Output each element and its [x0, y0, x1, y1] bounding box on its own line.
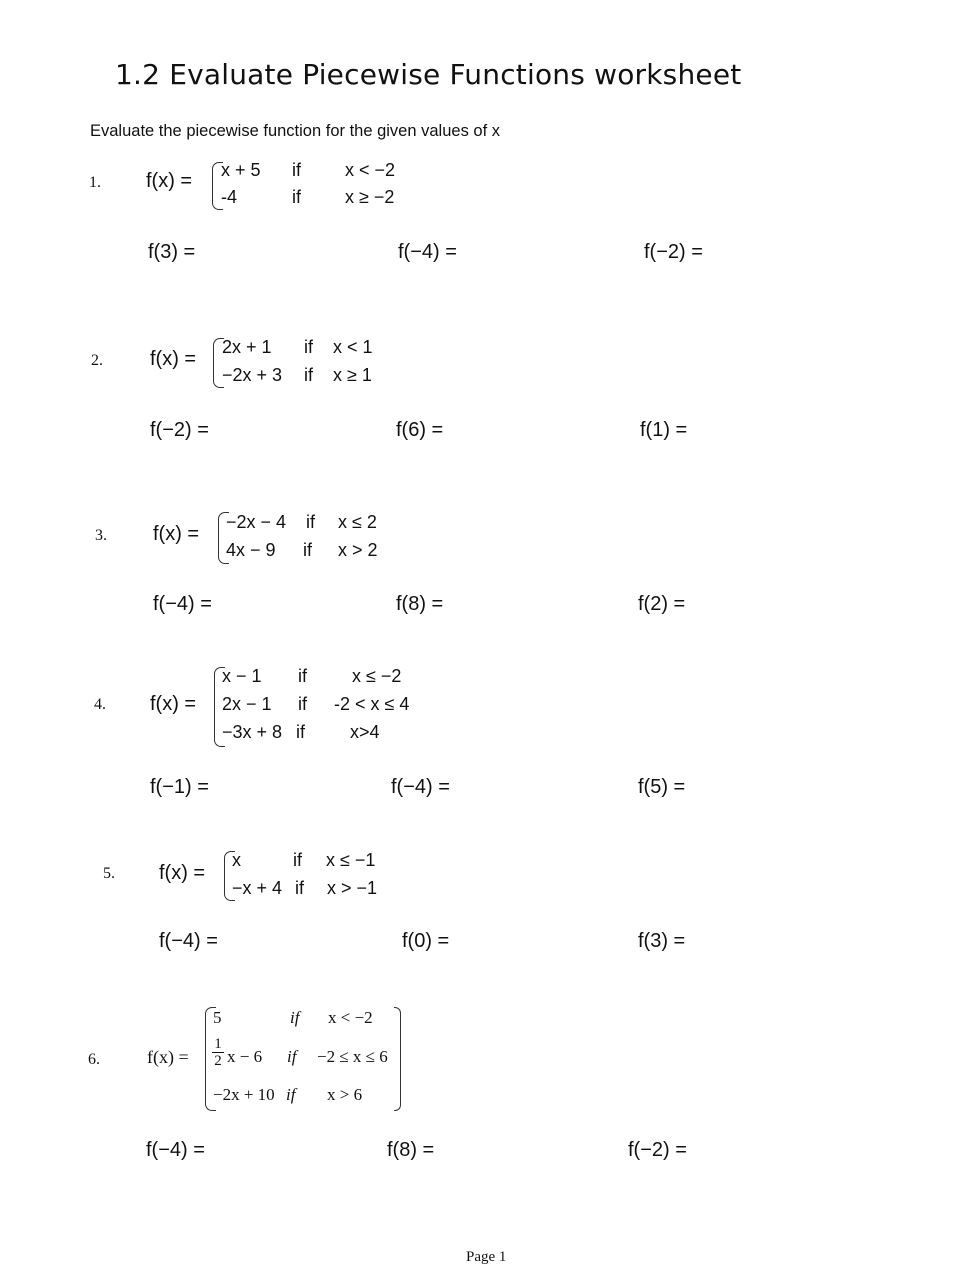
- evaluate-item: f(5) =: [638, 776, 686, 798]
- case-if: if: [286, 1085, 296, 1104]
- case-expression: x − 6: [227, 1047, 263, 1066]
- case-condition: x > 2: [338, 540, 378, 560]
- fraction-numerator: 1: [214, 1036, 222, 1052]
- case-condition: x > 6: [327, 1085, 363, 1104]
- evaluate-item: f(−2) =: [150, 419, 209, 441]
- case-condition: x>4: [350, 722, 380, 742]
- case-expression: x + 5: [221, 160, 261, 180]
- evaluate-item: f(−2) =: [644, 241, 703, 263]
- fraction-denominator: 2: [214, 1053, 222, 1069]
- case-expression: x − 1: [222, 666, 262, 686]
- case-condition: x ≥ 1: [333, 365, 372, 385]
- evaluate-item: f(−4) =: [146, 1139, 205, 1161]
- function-label: f(x) =: [150, 348, 197, 370]
- case-condition: x ≤ −1: [326, 850, 376, 870]
- case-condition: -2 < x ≤ 4: [334, 694, 410, 714]
- case-if: if: [296, 722, 305, 742]
- instructions: Evaluate the piecewise function for the given values of x: [90, 122, 500, 140]
- evaluate-item: f(−4) =: [398, 241, 457, 263]
- fraction-one-half: [212, 1036, 224, 1069]
- problem-number: 3.: [95, 527, 107, 544]
- evaluate-item: f(8) =: [387, 1139, 435, 1161]
- case-condition: x < −2: [328, 1008, 373, 1027]
- case-condition: x < 1: [333, 337, 373, 357]
- problem-number: 2.: [91, 352, 103, 369]
- case-if: if: [304, 337, 313, 357]
- case-expression: −2x + 10: [213, 1085, 275, 1104]
- case-condition: x ≤ 2: [338, 512, 377, 532]
- case-if: if: [298, 694, 307, 714]
- evaluate-item: f(6) =: [396, 419, 444, 441]
- evaluate-item: f(3) =: [638, 930, 686, 952]
- function-label: f(x) =: [159, 862, 206, 884]
- evaluate-item: f(−4) =: [153, 593, 212, 615]
- right-brace: [394, 1007, 401, 1111]
- case-condition: x < −2: [345, 160, 396, 180]
- page-title: 1.2 Evaluate Piecewise Functions worksheet: [115, 58, 742, 91]
- case-if: if: [306, 512, 315, 532]
- problem-number: 4.: [94, 696, 106, 713]
- case-expression: −2x + 3: [222, 365, 283, 385]
- case-if: if: [304, 365, 313, 385]
- evaluate-item: f(−4) =: [159, 930, 218, 952]
- evaluate-item: f(−2) =: [628, 1139, 687, 1161]
- case-expression: −3x + 8: [222, 722, 283, 742]
- case-if: if: [292, 160, 301, 180]
- problem-number: 1.: [89, 174, 101, 191]
- case-if: if: [287, 1047, 297, 1066]
- case-if: if: [290, 1008, 300, 1027]
- case-expression: -4: [221, 187, 238, 207]
- function-label: f(x) =: [146, 170, 193, 192]
- case-condition: x ≥ −2: [345, 187, 395, 207]
- case-expression: −2x − 4: [226, 512, 287, 532]
- function-label: f(x) =: [147, 1047, 189, 1067]
- case-expression: 5: [213, 1008, 222, 1027]
- case-expression: 2x + 1: [222, 337, 272, 357]
- problem-number: 6.: [88, 1051, 100, 1068]
- evaluate-item: f(0) =: [402, 930, 450, 952]
- problem-number: 5.: [103, 865, 115, 882]
- evaluate-item: f(2) =: [638, 593, 686, 615]
- case-expression: x: [232, 850, 241, 870]
- case-expression: −x + 4: [232, 878, 283, 898]
- function-label: f(x) =: [150, 693, 197, 715]
- evaluate-item: f(3) =: [148, 241, 196, 263]
- evaluate-item: f(−4) =: [391, 776, 450, 798]
- case-if: if: [293, 850, 302, 870]
- case-condition: x > −1: [327, 878, 378, 898]
- evaluate-item: f(8) =: [396, 593, 444, 615]
- case-if: if: [295, 878, 304, 898]
- evaluate-item: f(1) =: [640, 419, 688, 441]
- function-label: f(x) =: [153, 523, 200, 545]
- case-condition: −2 ≤ x ≤ 6: [317, 1047, 388, 1066]
- evaluate-item: f(−1) =: [150, 776, 209, 798]
- case-if: if: [292, 187, 301, 207]
- case-expression: 4x − 9: [226, 540, 276, 560]
- page-number: Page 1: [466, 1249, 507, 1265]
- case-if: if: [303, 540, 312, 560]
- case-condition: x ≤ −2: [352, 666, 402, 686]
- case-if: if: [298, 666, 307, 686]
- case-expression: 2x − 1: [222, 694, 272, 714]
